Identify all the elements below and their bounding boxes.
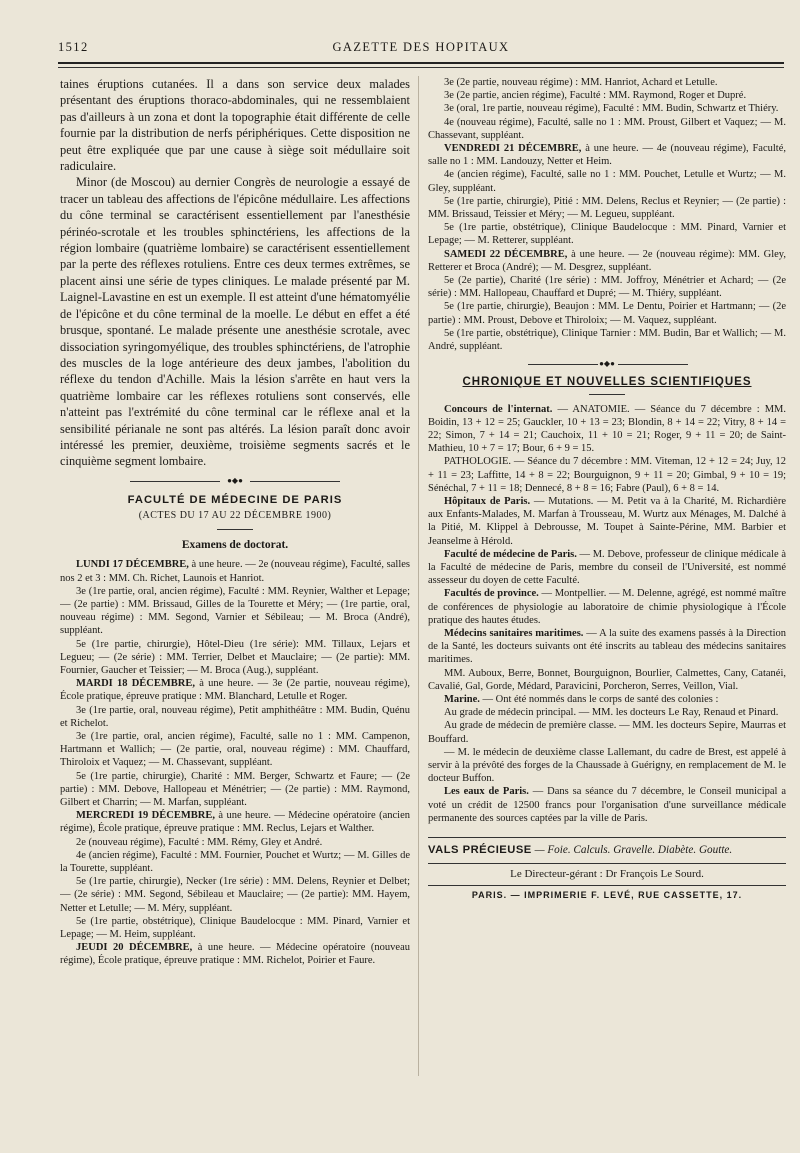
exam-text: à une heure. — Médecine opératoire (nouveau régime), École pratique, épreuve pratique : MM. Richelot, Poirier et Faure. [60,942,410,967]
exam-text: 5e (1re partie, chirurgie), Beaujon : MM. Le Dentu, Poirier et Hartmann; — (2e partie) : MM. Proust, Debove et Thiroloix; — M. Vaquez, suppléant. [428,301,786,326]
exam-text: à une heure. — Médecine opératoire (ancien régime), École pratique, épreuve pratique : MM. Reclus, Lejars et Walther. [60,810,410,835]
news-paragraph [428,706,786,719]
exam-text: 3e (1re partie, oral, nouveau régime), Petit amphithéâtre : MM. Budin, Quénu et Richelot. [60,704,410,729]
exam-text: 5e (1re partie, chirurgie), Hôtel-Dieu (1re série): MM. Tillaux, Lejars et Legueu; — (2e série) : MM. Terrier, Delbet et Mauclaire; — (2e partie): MM. Fournier, Gaucher et Teissier; — M. Broca (Aug.), suppléant. [60,638,410,676]
director-rule [428,885,786,886]
section-ornament: ●◆● [428,360,786,368]
exam-text: 3e (1re partie, oral, ancien régime), Faculté : MM. Reynier, Walther et Lepage; — (2e partie) : MM. Brissaud, Gilles de la Tourette et Méry; — (1re partie, oral, nouveau régime) : MM. Segond, Varnier et Sébileau; — M. Broca (André), suppléant. [60,585,410,637]
header-rule-thick [58,62,784,64]
news-text: — Mutations. — M. Petit va à la Charité, M. Richardière aux Enfants-Malades, M. Marfan à Trousseau, M. Wurtz aux Ménages, M. Dalché à la Pitié, M. Klippel à Debrousse, M. Toupet à Sainte-Périne, MM. Barbier et Jeanselme à Hérold. [428,495,786,547]
vals-label: VALS PRÉCIEUSE [428,844,532,857]
news-text: — ANATOMIE. — Séance du 7 décembre : MM. Boidin, 13 + 12 = 25; Gauckler, 10 + 13 = 23; Blondin, 8 + 14 = 22; Vitry, 8 + 14 = 22; Simon, 7 + 14 = 21; Cauchoix, 11 + 10 = 21; Roger, 9 + 11 = 20; de Saint-Mathieu, 10 + 7 = 17; Bour, 6 + 9 = 15. [428,403,786,455]
exam-entry [428,195,786,221]
exam-text: 5e (1re partie, chirurgie), Charité : MM. Berger, Schwartz et Faure; — (2e partie) : MM. Debove, Hallopeau et Ménétrier; — (2e partie) : MM. Raymond, Gilbert et Charrin; — M. Marfan, suppléant. [60,770,410,809]
left-column [60,76,410,1116]
right-column [428,76,786,1116]
short-rule [217,529,253,530]
news-text: — M. Debove, professeur de clinique médicale à la Faculté de médecine de Paris, membre du conseil de l'Université, est nommé assesseur du doyen de cette Faculté. [428,548,786,587]
exam-list [60,558,410,967]
exam-entry [428,274,786,300]
director-line [428,868,786,885]
exam-text: 3e (1re partie, oral, ancien régime), Faculté, salle no 1 : MM. Campenon, Hartmann et Wallich; — (2e partie, oral, nouveau régime) : MM. Chauffard, Thiroloix et Vaquez; — M. Chassevant, suppléant. [60,731,410,769]
exam-text: à une heure. — 4e (nouveau régime), Faculté, salle no 1 : MM. Landouzy, Netter et Heim. [428,143,786,168]
exam-text: 5e (1re partie, obstétrique), Clinique Baudelocque : MM. Pinard, Varnier et Lepage; — M. Retterer, suppléant. [428,222,786,247]
exam-entry [60,875,410,915]
exam-text: 5e (1re partie, chirurgie), Necker (1re série) : MM. Delens, Reynier et Delbet; — (2e série) : MM. Segond, Sébileau et Mauclaire; — (2e partie): MM. Hayem, Netter et Letulle; — M. Méry, suppléant. [60,876,410,914]
exam-text: 2e (nouveau régime), Faculté : MM. Rémy, Gley et André. [76,836,323,848]
news-text: — A la suite des examens passés à la Direction de la Santé, les docteurs suivants ont été inscrits au tableau des médecins sanitaires maritimes. [428,628,786,666]
news-paragraph [428,403,786,456]
faculty-section-title: FACULTÉ DE MÉDECINE DE PARIS [127,493,343,506]
printer-line: PARIS. — IMPRIMERIE F. LEVÉ, RUE CASSETTE, 17. [471,889,743,900]
exam-text: 3e (2e partie, ancien régime), Faculté : MM. Raymond, Roger et Dupré. [444,90,747,102]
exam-entry [60,638,410,678]
exam-text: 4e (ancien régime), Faculté : MM. Fournier, Pouchet et Wurtz; — M. Gilles de la Tourette, suppléant. [60,849,410,875]
page-number: 1512 [58,40,89,54]
exam-date: JEUDI 20 DÉCEMBRE, [76,942,193,954]
news-paragraph [428,627,786,667]
exam-entry [60,941,410,967]
news-lead: Facultés de province. [444,588,539,600]
news-text: Au grade de médecin principal. — MM. les docteurs Le Ray, Renaud et Pinard. [444,707,779,719]
news-paragraph [428,667,786,693]
exam-entry [60,585,410,638]
exam-text: 4e (ancien régime), Faculté, salle no 1 : MM. Pouchet, Letulle et Wurtz; — M. Gley, suppléant. [428,169,786,194]
body-paragraph: Minor (de Moscou) au dernier Congrès de neurologie a essayé de tracer un tableau des affections de l'épicône médullaire. Les affections du cône terminal se caractérisent essentiellement par l'anesthésie périnéo-scrotale et les troubles sphinctériens, les affections de la région lombaire (quatrième lombaire) se caractérisent essentiellement par la perte des réflexes rotuliens. Entre ces deux termes extrêmes, se placent ainsi une série de types cliniques. Le malade présenté par M. Laignel-Lavastine en est un exemple. Il est atteint d'une hématomyélie de l'épicône et du cône terminal de la moelle. Le début en effet a été brusque, spontané. Le malade présente une anesthésie scrotale, avec dissociation syringomyélique, des troubles sphinctériens, de l'atrophie des muscles de la loge antérieure des deux jambes, l'abolition du réflexe du tendon d'Achille. Mais la lésion s'arrête en haut vers la quatrième lombaire car les réflexes rotuliens sont conservés, elle n'atteint pas l'extrémité du cône terminal car le réflexe anal et la sensibilité périanale ne sont pas altérés. La lésion paraît donc avoir intéressé les premier, deuxième, troisième segments sacrés et le cinquième segment lombaire. [60,175,410,469]
exam-text: 5e (1re partie, obstétrique), Clinique Tarnier : MM. Budin, Bar et Wallich; — M. André, suppléant. [428,327,786,353]
news-paragraph [428,495,786,548]
exam-entry [428,89,786,102]
exam-text: à une heure. — 2e (nouveau régime): MM. Gley, Retterer et Broca (André); — M. Desgrez, suppléant. [428,248,786,273]
exam-text: 5e (1re partie, obstétrique), Clinique Baudelocque : MM. Pinard, Varnier et Lepage; — M. Heim, suppléant. [60,915,410,941]
exam-date: MARDI 18 DÉCEMBRE, [76,678,195,690]
short-rule [589,394,625,395]
news-lead: Marine. [444,694,480,706]
header-rule-thin [58,67,784,68]
news-text: — M. le médecin de deuxième classe Lallemant, du cadre de Brest, est appelé à servir à la prévôté des forges de la Chaussade à Guérigny, en remplacement de M. le docteur Buffon. [428,746,786,785]
news-lead: Faculté de médecine de Paris. [444,548,577,560]
news-paragraph [428,548,786,588]
news-paragraph [428,455,786,495]
exam-entry [428,168,786,194]
exam-entry [60,836,410,849]
exam-date: LUNDI 17 DÉCEMBRE, [76,559,189,571]
faculty-section-subtitle: (ACTES DU 17 AU 22 DÉCEMBRE 1900) [138,509,332,521]
exam-entry [60,558,410,584]
exam-entry [428,76,786,89]
exam-text: 4e (nouveau régime), Faculté, salle no 1 : MM. Proust, Gilbert et Vaquez; — M. Chassevant, suppléant. [428,116,786,141]
exam-text: à une heure. — 2e (nouveau régime), Faculté, salles nos 2 et 3 : MM. Ch. Richet, Launois et Hanriot. [60,559,410,584]
news-lead: Hôpitaux de Paris. [444,495,531,507]
news-paragraph [428,785,786,825]
exam-entry [60,849,410,875]
news-text: — Dans sa séance du 7 décembre, le Conseil municipal a voté un crédit de 12500 francs pour l'organisation d'une surveillance médicale permanente des sources captées par la ville de Paris. [428,786,786,824]
exam-entry [428,221,786,247]
exam-list-continued [428,76,786,353]
exam-text: 5e (2e partie), Charité (1re série) : MM. Joffroy, Ménétrier et Achard; — (2e série) : MM. Hallopeau, Chauffard et Dupré; — M. Thiéry, suppléant. [428,275,786,300]
journal-title: GAZETTE DES HOPITAUX [332,40,510,54]
exam-entry [428,248,786,274]
exam-entry [428,116,786,142]
news-text: — Ont été nommés dans le corps de santé des colonies : [479,694,719,706]
exam-entry [60,770,410,810]
exam-date: VENDREDI 21 DÉCEMBRE, [444,143,582,155]
exam-entry [60,677,410,703]
exams-title: Examens de doctorat. [181,539,289,552]
news-text: Au grade de médecin de première classe. — MM. les docteurs Sepire, Maurras et Bouffard. [428,720,786,745]
news-list [428,403,786,826]
exam-entry [428,327,786,353]
vals-text: — Foie. Calculs. Gravelle. Diabète. Goutte. [531,844,733,857]
news-lead: Les eaux de Paris. [444,786,529,798]
exam-date: SAMEDI 22 DÉCEMBRE, [444,248,568,260]
exam-entry [60,915,410,941]
news-text: PATHOLOGIE. — Séance du 7 décembre : MM. Viteman, 12 + 12 = 24; Juy, 12 + 11 = 23; Laffitte, 14 + 8 = 22; Bourguignon, 9 + 11 = 20; Gimbal, 9 + 10 = 19; Sénéchal, 7 + 11 = 18; Dennecé, 8 + 8 = 16; Fabre (Paul), 6 + 8 = 14. [428,456,786,494]
chronique-section-title: CHRONIQUE ET NOUVELLES SCIENTIFIQUES [462,376,752,389]
section-ornament: ●◆● [60,477,410,485]
page-header [58,34,784,56]
exam-text: 5e (1re partie, chirurgie), Pitié : MM. Delens, Reclus et Reynier; — (2e partie) : MM. Brissaud, Teissier et Méry; — M. Legueu, suppléant. [428,195,786,221]
vals-advertisement [428,837,786,864]
exam-entry [60,704,410,730]
exam-date: MERCREDI 19 DÉCEMBRE, [76,810,215,822]
exam-text: à une heure. — 3e (2e partie, nouveau régime), École pratique, épreuve pratique : MM. Blanchard, Letulle et Roger. [60,678,410,703]
body-paragraph: taines éruptions cutanées. Il a dans son service deux malades présentant des éruptions thoraco-abdominales, qui ne ressemblaient pas d'ailleurs à un zona et dont la topographie était différente de celle fournie par la distribution de nerfs périphériques. Cette disposition ne peut être expliquée que par une cause à siège soit médullaire soit radiculaire. [60,77,410,174]
exam-text: 3e (oral, 1re partie, nouveau régime), Faculté : MM. Budin, Schwartz et Thiéry. [444,103,779,115]
news-lead: Concours de l'internat. [444,403,553,415]
column-divider [418,76,419,1076]
exam-entry [428,142,786,168]
news-paragraph [428,719,786,745]
news-text: MM. Auboux, Berre, Bonnet, Bourguignon, Bourlier, Calmettes, Cany, Catanéi, Cavalié, Gal, Gorde, Médard, Paravicini, Porcheron, Serres, Veillon, Vial. [428,667,786,692]
news-text: — Montpellier. — M. Delenne, agrégé, est nommé maître de conférences de physiologie au laboratoire de chimie physiologique à l'École pratique des hautes études. [428,588,786,626]
director-name: Le Directeur-gérant : Dr François Le Sourd. [510,868,704,881]
exam-entry [428,300,786,326]
news-paragraph [428,587,786,627]
news-paragraph [428,746,786,786]
exam-entry [60,730,410,770]
vals-rule [428,863,786,864]
news-lead: Médecins sanitaires maritimes. [444,628,584,640]
exam-text: 3e (2e partie, nouveau régime) : MM. Hanriot, Achard et Letulle. [444,77,718,88]
exam-entry [428,102,786,115]
news-paragraph [428,693,786,706]
exam-entry [60,809,410,835]
